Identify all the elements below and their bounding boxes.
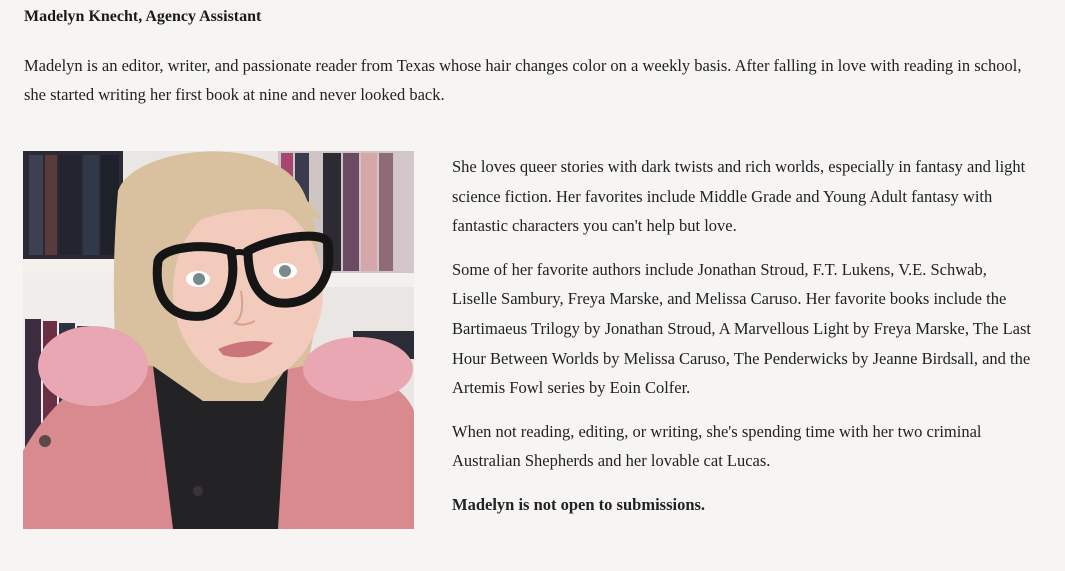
page-title: Madelyn Knecht, Agency Assistant <box>24 8 262 25</box>
bio-paragraph-pets: When not reading, editing, or writing, she's spending time with her two criminal Australian Shepherds and her lovable cat Lucas. <box>452 421 982 471</box>
bio-paragraph-genres: She loves queer stories with dark twists and rich worlds, especially in fantasy and light science fiction. Her favorites include Middle Grade and Young Adult fantasy with fantastic characters you can't help but love. <box>452 157 1026 236</box>
intro-paragraph: Madelyn is an editor, writer, and passionate reader from Texas whose hair changes color on a weekly basis. After falling in love with reading in school, she started writing her first book at nine and never looked back. <box>24 56 1022 104</box>
submission-status: Madelyn is not open to submissions. <box>452 494 706 514</box>
bio-paragraph-favorites: Some of her favorite authors include Jonathan Stroud, F.T. Lukens, V.E. Schwab, Liselle Sambury, Freya Marske, and Melissa Caruso. Her favorite books include the Bartimaeus Trilogy by Jonathan Stroud, A Marvellous Light by Freya Marske, The Last Hour Between Worlds by Melissa Caruso, The Penderwicks by Jeanne Birdsall, and the Artemis Fowl series by Eoin Colfer. <box>452 259 1031 398</box>
portrait-photo <box>23 151 414 529</box>
bio-section <box>452 152 1032 534</box>
